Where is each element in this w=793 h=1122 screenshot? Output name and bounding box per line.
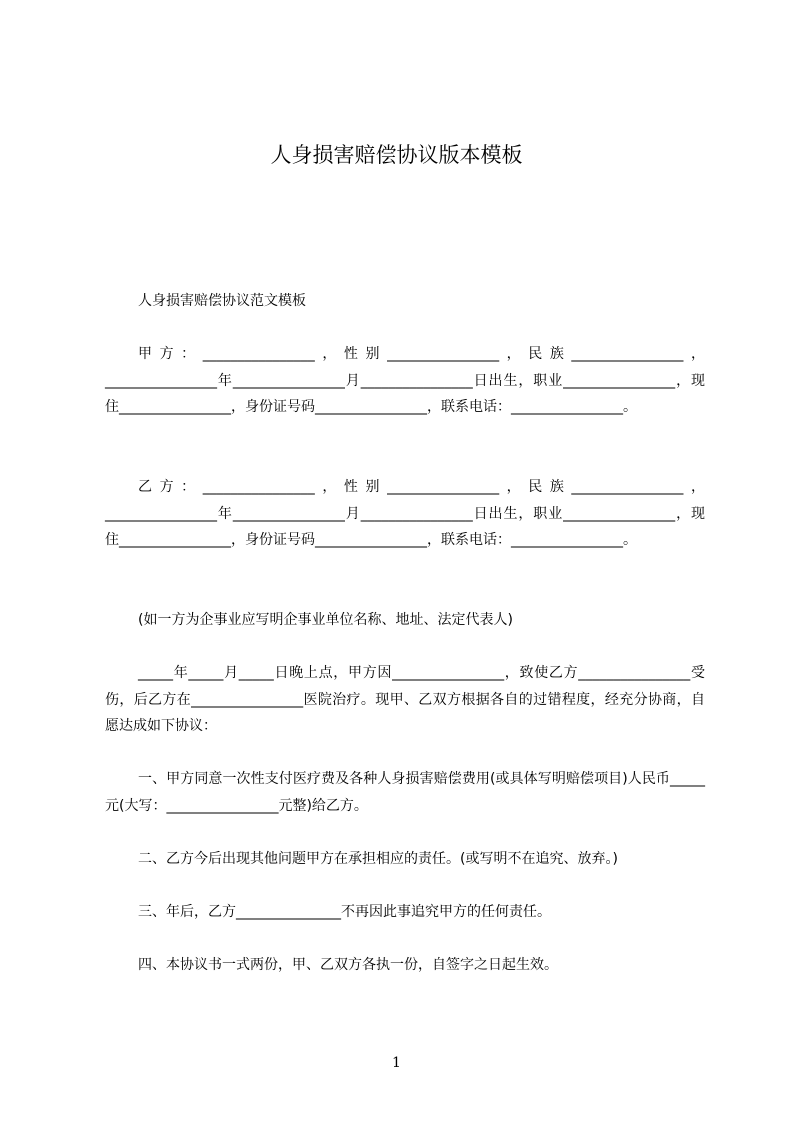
incident-text: _____年_____月_____日晚上点，甲方因________________，致使乙方________________受伤，后乙方在________________医院治疗。现甲、乙双方根据各自的过错程度，经充分协商，自愿达成如下协议： <box>105 665 705 734</box>
subtitle-text: 人身损害赔偿协议范文模板 <box>138 293 306 309</box>
incident-paragraph <box>105 660 705 740</box>
clause-1-paragraph <box>105 766 705 819</box>
subtitle-paragraph <box>105 288 705 315</box>
clause-4-text: 四、本协议书一式两份，甲、乙双方各执一份，自签字之日起生效。 <box>138 957 558 973</box>
note-text: (如一方为企事业应写明企事业单位名称、地址、法定代表人) <box>138 612 513 628</box>
party-a-paragraph <box>105 341 705 421</box>
party-a-text: 甲方：________________，性别________________，民族________________，________________年________________月________________日出生，职业________________，现住________________，身份证号码________________，联系电话：________________。 <box>105 346 705 415</box>
clause-4-paragraph <box>105 952 705 979</box>
party-b-paragraph <box>105 474 705 554</box>
page-number: 1 <box>392 1055 401 1071</box>
clause-3-text: 三、年后，乙方_______________不再因此事追究甲方的任何责任。 <box>138 904 551 920</box>
party-b-text: 乙方：________________，性别________________，民族________________，________________年________________月________________日出生，职业________________，现住________________，身份证号码________________，联系电话：________________。 <box>105 479 705 548</box>
note-paragraph <box>105 607 705 634</box>
clause-1-text: 一、甲方同意一次性支付医疗费及各种人身损害赔偿费用(或具体写明赔偿项目)人民币_____元(大写：________________元整)给乙方。 <box>105 771 705 814</box>
document-title: 人身损害赔偿协议版本模板 <box>270 143 523 167</box>
clause-3-paragraph <box>105 899 705 926</box>
clause-2-text: 二、乙方今后出现其他问题甲方在承担相应的责任。(或写明不在追究、放弃。) <box>138 851 618 867</box>
clause-2-paragraph <box>105 846 705 873</box>
